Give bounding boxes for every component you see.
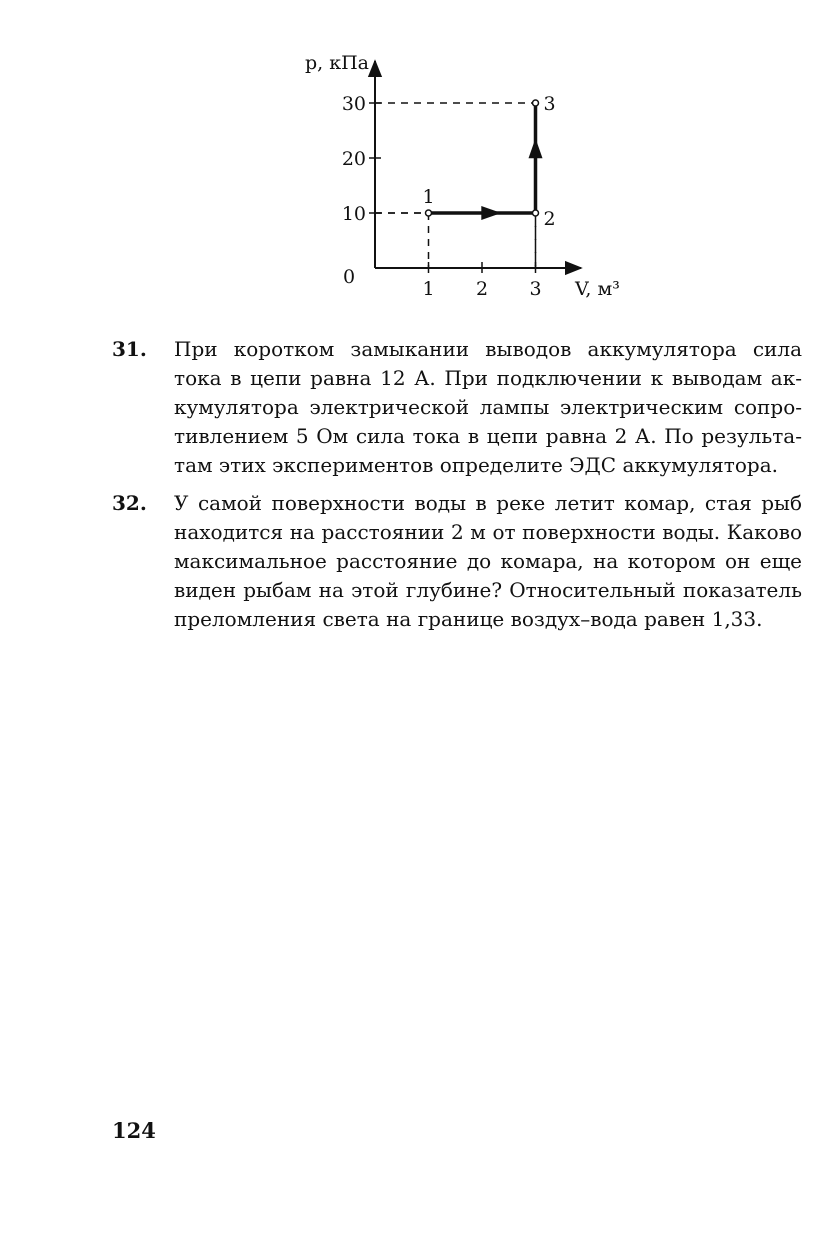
state-point-label: 3 [543,93,556,115]
state-point-2 [533,210,539,216]
y-tick-label: 10 [341,203,366,225]
chart-labels [305,52,620,300]
process-path [429,103,543,220]
y-tick-label: 20 [341,148,366,170]
problem-text: У самой поверхности воды в реке летит комар, стая рыб находится на расстоянии 2 м от поверхности воды. Каково максимальное расстояние до комара, на котором он еще виден рыбам на этой глубине? Относительный показатель преломления света на границе воздух–вода равен 1,33. [174,491,802,631]
problem-number: 31. [112,337,147,361]
process-arrow [481,206,501,220]
ticks [369,103,536,273]
x-tick-label: 1 [422,278,435,300]
dashed-guides [375,103,536,268]
state-point-1 [426,210,432,216]
origin-label: 0 [342,266,356,288]
y-axis-label: p, кПа [304,52,369,74]
state-point-label: 1 [422,186,435,208]
y-tick-label: 30 [341,93,366,115]
x-axis-label: V, м³ [575,278,620,300]
state-point-3 [533,100,539,106]
x-tick-label: 3 [529,278,542,300]
pv-diagram [280,40,640,300]
x-tick-label: 2 [475,278,489,300]
state-points [426,100,539,216]
state-point-label: 2 [543,208,556,230]
page-number: 124 [112,1118,156,1143]
problem-number: 32. [112,491,147,515]
process-arrow [529,138,543,158]
problem-text: При коротком замыкании выводов аккумулятора сила тока в цепи равна 12 А. При подключении к выводам аккумулятора электрической лампы электрическим сопротивлением 5 Ом сила тока в цепи равна 2 А. По результатам этих экспериментов определите ЭДС аккумулятора. [174,337,802,477]
